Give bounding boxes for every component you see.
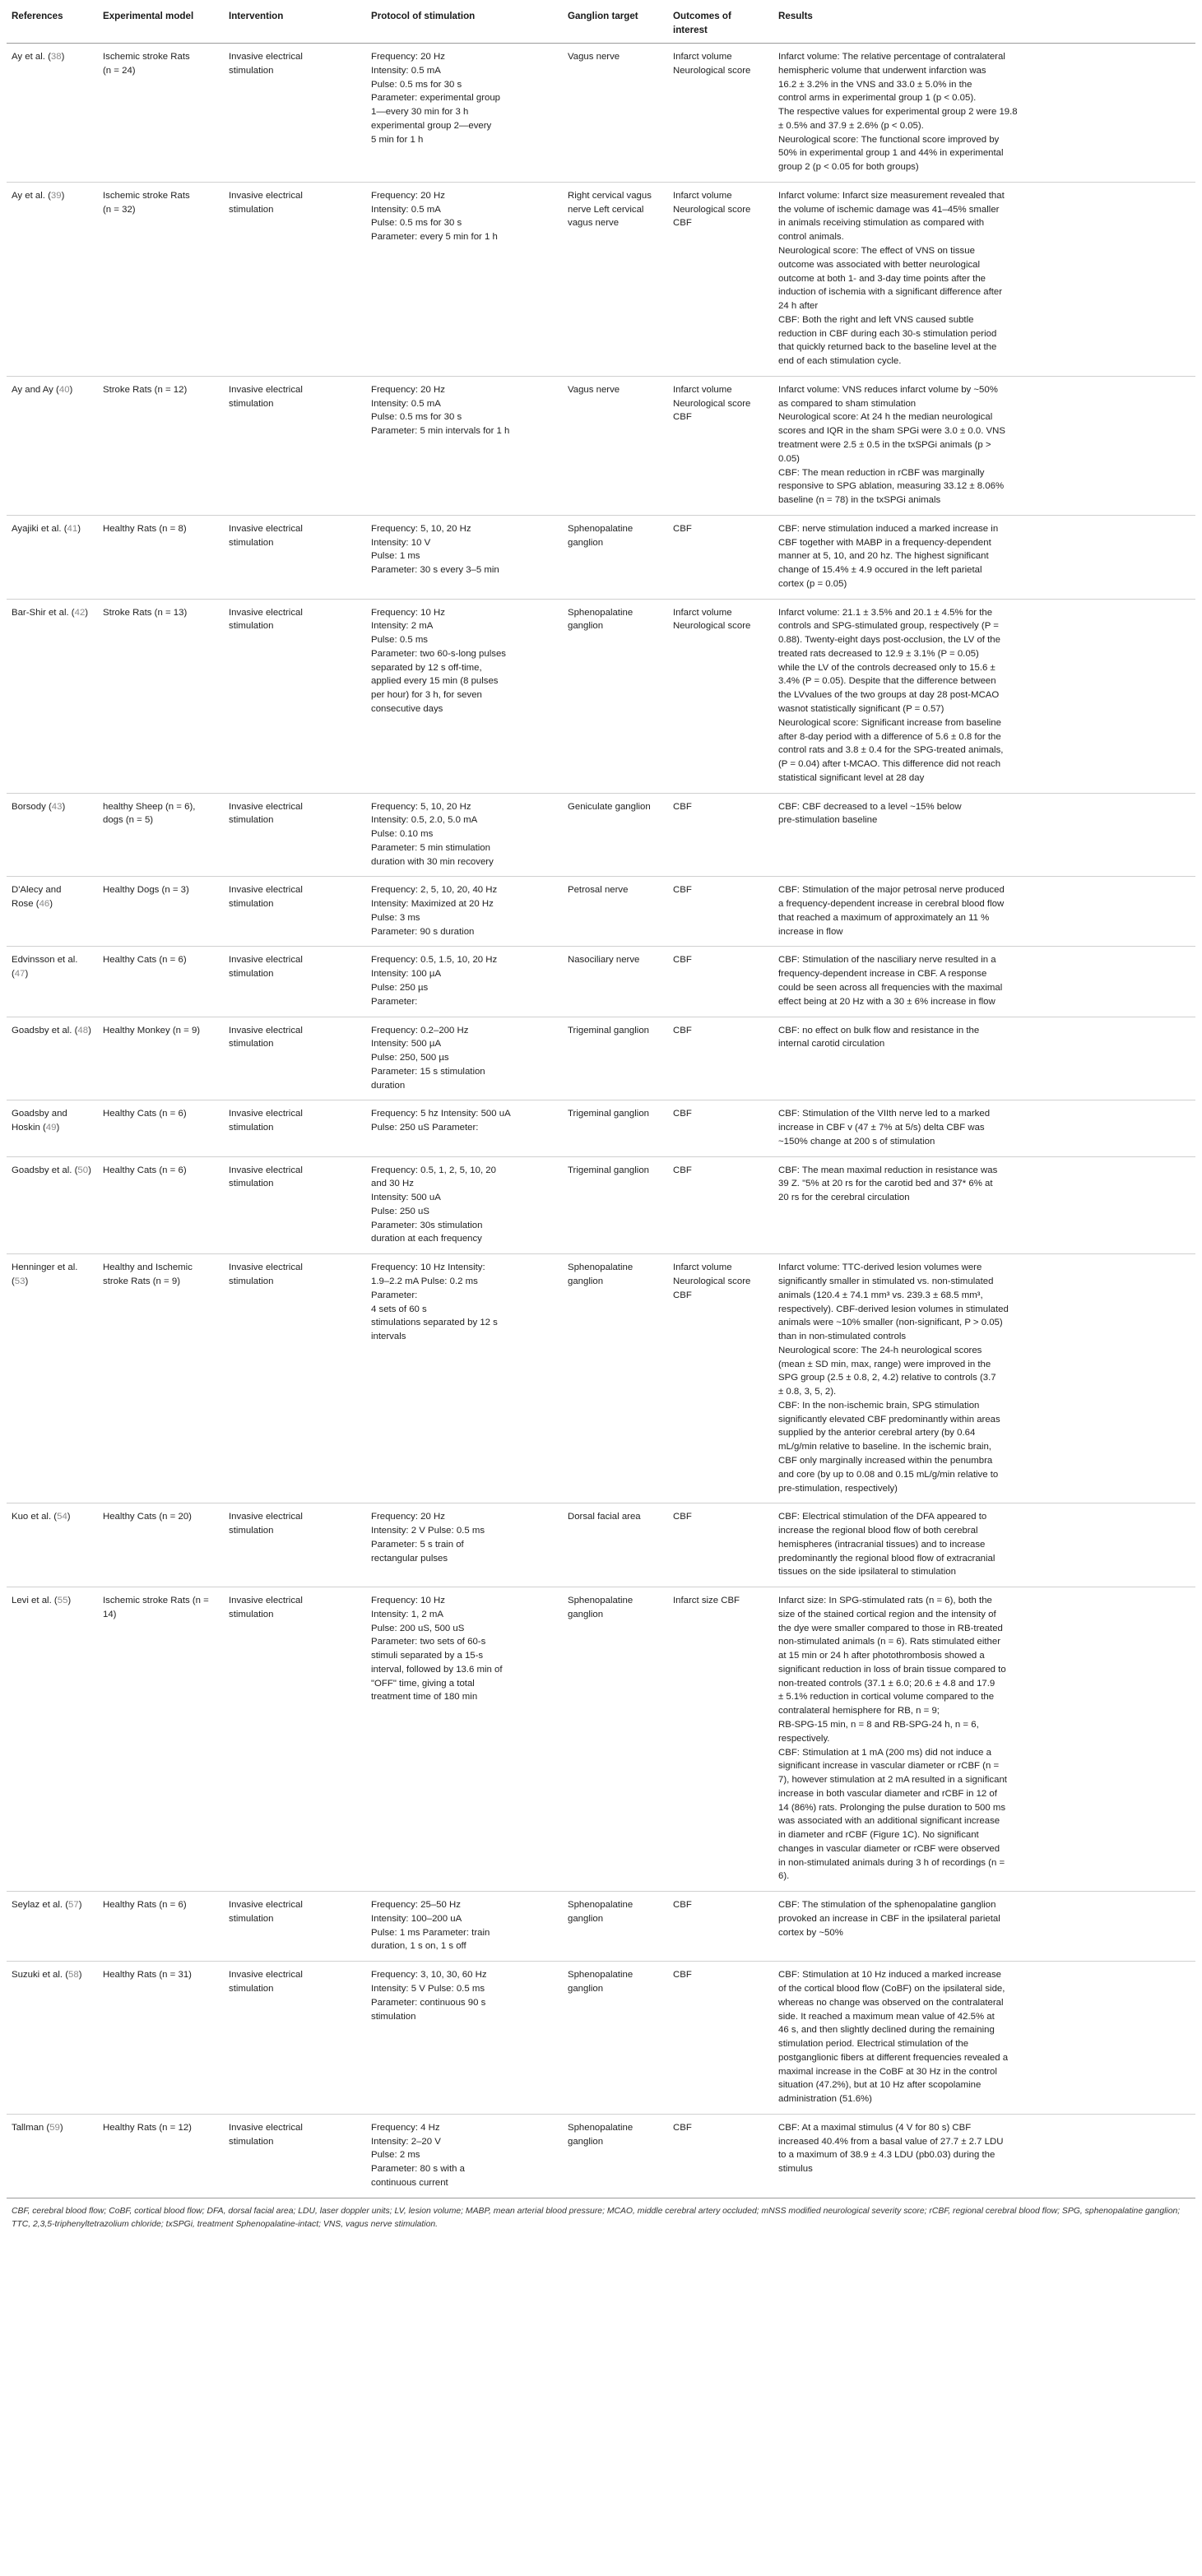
cell-experimental-model: Healthy Dogs (n = 3) (98, 877, 224, 947)
cell-outcomes: CBF (668, 1100, 773, 1156)
cell-ganglion-target: Petrosal nerve (563, 877, 668, 947)
cell-results: Infarct volume: 21.1 ± 3.5% and 20.1 ± 4.5% for the controls and SPG-stimulated group, respectively (P = 0.88). Twenty-eight days post-occlusion, the LV of the treated rats decreased to 12.9 ± 3.1% (P = 0.05) while the LV of the controls decreased only to 15.6 ± 3.4% (P = 0.05). Despite that the difference between the LVvalues of the two groups at day 28 post-MCAO wasnot statistically significant (P = 0.57) Neurological score: Significant increase from baseline after 8-day period with a difference of 5.6 ± 0.8 for the control rats and 3.8 ± 0.4 for the SPG-treated animals, (P = 0.04) after t-MCAO. This difference did not reach statistical significant level at 28 day (773, 599, 1195, 793)
reference-authors: Ay et al. (12, 190, 45, 201)
reference-paren: ( (53, 384, 59, 395)
reference-authors: Ay et al. (12, 52, 45, 63)
table-row (7, 515, 1195, 599)
table-row (7, 1017, 1195, 1100)
table-row (7, 599, 1195, 793)
cell-experimental-model: Healthy Rats (n = 6) (98, 1892, 224, 1962)
reference-paren: ) (59, 2122, 63, 2133)
cell-intervention: Invasive electrical stimulation (224, 947, 366, 1017)
reference-paren: ( (12, 969, 15, 980)
table-row (7, 2114, 1195, 2198)
reference-number-link[interactable]: 49 (45, 1123, 57, 1133)
reference-number-link[interactable]: 39 (50, 190, 62, 201)
reference-authors: Edvinsson et al. (12, 955, 78, 966)
reference-number-link[interactable]: 50 (77, 1165, 89, 1175)
reference-number-link[interactable]: 54 (57, 1512, 67, 1522)
reference-authors: Goadsby and Hoskin (12, 1109, 67, 1133)
cell-ganglion-target: Right cervical vagus nerve Left cervical vagus nerve (563, 182, 668, 376)
cell-outcomes: Infarct volume Neurological score CBF (668, 182, 773, 376)
reference-paren: ) (61, 52, 65, 63)
cell-results: CBF: CBF decreased to a level ~15% below pre-stimulation baseline (773, 793, 1195, 877)
cell-ganglion-target: Trigeminal ganglion (563, 1156, 668, 1254)
reference-authors: Borsody (12, 801, 46, 812)
cell-results: CBF: Stimulation at 10 Hz induced a marked increase of the cortical blood flow (CoBF) on the ipsilateral side, whereas no change was observed on the contralateral side. It reached a maximum mean value of 42.5% at 46 s, and then slightly declined during the remaining stimulation period. Electrical stimulation of the postganglionic fibers at different frequencies revealed a maximal increase in the CoBF at 30 Hz in the control situation (47.2%), but at 10 Hz after scopolamine administration (51.6%) (773, 1962, 1195, 2115)
cell-reference (7, 1017, 98, 1100)
header-intervention: Intervention (224, 2, 366, 44)
cell-results: CBF: no effect on bulk flow and resistance in the internal carotid circulation (773, 1017, 1195, 1100)
table-row (7, 1892, 1195, 1962)
reference-paren: ( (51, 1512, 58, 1522)
cell-outcomes: Infarct volume Neurological score CBF (668, 376, 773, 515)
cell-protocol: Frequency: 5, 10, 20 Hz Intensity: 0.5, 2.0, 5.0 mA Pulse: 0.10 ms Parameter: 5 min stimulation duration with 30 min recovery (366, 793, 563, 877)
reference-paren: ) (62, 801, 66, 812)
cell-outcomes: CBF (668, 1892, 773, 1962)
cell-intervention: Invasive electrical stimulation (224, 793, 366, 877)
cell-protocol: Frequency: 20 Hz Intensity: 0.5 mA Pulse: 0.5 ms for 30 s Parameter: every 5 min for 1 h (366, 182, 563, 376)
cell-reference (7, 793, 98, 877)
cell-reference (7, 44, 98, 183)
cell-intervention: Invasive electrical stimulation (224, 1587, 366, 1892)
reference-authors: Suzuki et al. (12, 1970, 63, 1981)
cell-reference (7, 1254, 98, 1503)
cell-experimental-model: Healthy Monkey (n = 9) (98, 1017, 224, 1100)
reference-paren: ( (44, 52, 51, 63)
table-row (7, 1156, 1195, 1254)
table-row (7, 44, 1195, 183)
reference-number-link[interactable]: 40 (58, 384, 70, 395)
reference-paren: ( (68, 607, 75, 618)
cell-intervention: Invasive electrical stimulation (224, 1892, 366, 1962)
cell-results: CBF: Stimulation of the nasciliary nerve resulted in a frequency-dependent increase in CBF. A response could be seen across all frequencies with the maximal effect being at 20 Hz with a 30 ± 6% increase in flow (773, 947, 1195, 1017)
cell-outcomes: Infarct volume Neurological score (668, 44, 773, 183)
cell-outcomes: CBF (668, 1962, 773, 2115)
cell-protocol: Frequency: 20 Hz Intensity: 0.5 mA Pulse: 0.5 ms for 30 s Parameter: 5 min intervals for 1 h (366, 376, 563, 515)
reference-paren: ) (77, 523, 81, 534)
cell-intervention: Invasive electrical stimulation (224, 1254, 366, 1503)
cell-protocol: Frequency: 5, 10, 20 Hz Intensity: 10 V Pulse: 1 ms Parameter: 30 s every 3–5 min (366, 515, 563, 599)
cell-reference (7, 1156, 98, 1254)
cell-ganglion-target: Vagus nerve (563, 376, 668, 515)
reference-number-link[interactable]: 42 (74, 607, 86, 618)
cell-results: CBF: Stimulation of the major petrosal nerve produced a frequency-dependent increase in cerebral blood flow that reached a maximum of approximately an 11 % increase in flow (773, 877, 1195, 947)
reference-number-link[interactable]: 43 (51, 801, 63, 812)
cell-results: Infarct volume: VNS reduces infarct volume by ~50% as compared to sham stimulation Neurological score: At 24 h the median neurological scores and IQR in the sham SPGi were 3.0 ± 0.0. VNS treatment were 2.5 ± 0.5 in the txSPGi animals (p > 0.05) CBF: The mean reduction in rCBF was marginally responsive to SPG ablation, measuring 33.12 ± 8.06% baseline (n = 78) in the txSPGi animals (773, 376, 1195, 515)
cell-outcomes: CBF (668, 2114, 773, 2198)
reference-number-link[interactable]: 48 (77, 1025, 89, 1035)
cell-protocol: Frequency: 5 hz Intensity: 500 uA Pulse: 250 uS Parameter: (366, 1100, 563, 1156)
cell-outcomes: CBF (668, 1156, 773, 1254)
reference-paren: ( (72, 1165, 78, 1175)
table-row (7, 1587, 1195, 1892)
cell-results: Infarct volume: TTC-derived lesion volumes were significantly smaller in stimulated vs. non-stimulated animals (120.4 ± 74.1 mm³ vs. 239.3 ± 68.5 mm³, respectively). CBF-derived lesion volumes in stimulated animals were ~10% smaller (non-significant, P > 0.05) than in non-stimulated controls Neurological score: The 24-h neurological scores (mean ± SD min, max, range) were improved in the SPG group (2.5 ± 0.8, 2, 4.2) relative to controls (3.7 ± 0.8, 3, 5, 2). CBF: In the non-ischemic brain, SPG stimulation significantly elevated CBF predominantly within areas supplied by the anterior cerebral artery (by 0.64 mL/g/min relative to baseline. In the ischemic brain, CBF only marginally increased within the penumbra and core (by up to 0.08 and 0.15 mL/g/min relative to pre-stimulation, respectively) (773, 1254, 1195, 1503)
reference-paren: ( (12, 1276, 15, 1287)
cell-experimental-model: Ischemic stroke Rats (n = 32) (98, 182, 224, 376)
cell-experimental-model: Healthy Rats (n = 8) (98, 515, 224, 599)
cell-ganglion-target: Geniculate ganglion (563, 793, 668, 877)
reference-paren: ) (25, 1276, 29, 1287)
reference-paren: ( (44, 190, 51, 201)
cell-outcomes: CBF (668, 1017, 773, 1100)
table-row (7, 1503, 1195, 1587)
header-experimental-model: Experimental model (98, 2, 224, 44)
cell-protocol: Frequency: 20 Hz Intensity: 2 V Pulse: 0.5 ms Parameter: 5 s train of rectangular pulses (366, 1503, 563, 1587)
reference-authors: Goadsby et al. (12, 1025, 72, 1035)
cell-results: Infarct volume: Infarct size measurement revealed that the volume of ischemic damage was 41–45% smaller in animals receiving stimulation as compared with control animals. Neurological score: The effect of VNS on tissue outcome was associated with better neurological outcome at both 1- and 3-day time points after the induction of ischemia with a significant difference after 24 h after CBF: Both the right and left VNS caused subtle reduction in CBF during each 30-s stimulation period that quickly returned back to the baseline level at the end of each stimulation cycle. (773, 182, 1195, 376)
cell-reference (7, 182, 98, 376)
header-protocol: Protocol of stimulation (366, 2, 563, 44)
reference-paren: ( (39, 1123, 46, 1133)
cell-reference (7, 599, 98, 793)
cell-experimental-model: Healthy Rats (n = 12) (98, 2114, 224, 2198)
reference-number-link[interactable]: 53 (14, 1276, 26, 1287)
table-row (7, 947, 1195, 1017)
table-row (7, 182, 1195, 376)
table-row (7, 793, 1195, 877)
cell-protocol: Frequency: 0.5, 1, 2, 5, 10, 20 and 30 Hz Intensity: 500 uA Pulse: 250 uS Parameter: 30s stimulation duration at each frequency (366, 1156, 563, 1254)
cell-ganglion-target: Sphenopalatine ganglion (563, 1587, 668, 1892)
cell-intervention: Invasive electrical stimulation (224, 599, 366, 793)
cell-ganglion-target: Dorsal facial area (563, 1503, 668, 1587)
cell-outcomes: CBF (668, 877, 773, 947)
table-row (7, 1962, 1195, 2115)
cell-reference (7, 947, 98, 1017)
reference-number-link[interactable]: 55 (57, 1596, 68, 1606)
cell-protocol: Frequency: 4 Hz Intensity: 2–20 V Pulse: 2 ms Parameter: 80 s with a continuous current (366, 2114, 563, 2198)
cell-reference (7, 1587, 98, 1892)
cell-results: Infarct volume: The relative percentage of contralateral hemispheric volume that underwent infarction was 16.2 ± 3.2% in the VNS and 33.0 ± 5.0% in the control arms in experimental group 1 (p < 0.05). The respective values for experimental group 2 were 19.8 ± 0.5% and 37.9 ± 2.6% (p < 0.05). Neurological score: The functional score improved by 50% in experimental group 1 and 44% in experimental group 2 (p < 0.05 for both groups) (773, 44, 1195, 183)
cell-results: CBF: The mean maximal reduction in resistance was 39 Z. "5% at 20 rs for the carotid bed and 37* 6% at 20 rs for the cerebral circulation (773, 1156, 1195, 1254)
reference-paren: ) (56, 1123, 60, 1133)
cell-ganglion-target: Nasociliary nerve (563, 947, 668, 1017)
cell-protocol: Frequency: 10 Hz Intensity: 1, 2 mA Pulse: 200 uS, 500 uS Parameter: two sets of 60-s stimuli separated by a 15-s interval, followed by 13.6 min of "OFF" time, giving a total treatment time of 180 min (366, 1587, 563, 1892)
reference-paren: ( (63, 1900, 69, 1911)
cell-results: CBF: At a maximal stimulus (4 V for 80 s) CBF increased 40.4% from a basal value of 27.7 ± 2.7 LDU to a maximum of 38.9 ± 4.3 LDU (pb0.03) during the stimulus (773, 2114, 1195, 2198)
cell-reference (7, 1100, 98, 1156)
reference-authors: Tallman (12, 2122, 44, 2133)
cell-ganglion-target: Sphenopalatine ganglion (563, 599, 668, 793)
reference-number-link[interactable]: 38 (50, 52, 62, 63)
cell-protocol: Frequency: 20 Hz Intensity: 0.5 mA Pulse: 0.5 ms for 30 s Parameter: experimental group 1—every 30 min for 3 h experimental group 2—every 5 min for 1 h (366, 44, 563, 183)
reference-number-link[interactable]: 57 (68, 1900, 79, 1911)
cell-experimental-model: Stroke Rats (n = 13) (98, 599, 224, 793)
cell-results: CBF: nerve stimulation induced a marked increase in CBF together with MABP in a frequency-dependent manner at 5, 10, and 20 hz. The highest significant change of 15.4% ± 4.9 occured in the left parietal cortex (p = 0.05) (773, 515, 1195, 599)
reference-paren: ( (33, 899, 39, 910)
reference-paren: ) (85, 607, 89, 618)
cell-experimental-model: Healthy Cats (n = 6) (98, 947, 224, 1017)
cell-outcomes: CBF (668, 947, 773, 1017)
cell-outcomes: Infarct volume Neurological score CBF (668, 1254, 773, 1503)
reference-paren: ) (88, 1025, 91, 1035)
cell-reference (7, 376, 98, 515)
reference-authors: Levi et al. (12, 1596, 52, 1606)
table-row (7, 1100, 1195, 1156)
cell-outcomes: Infarct size CBF (668, 1587, 773, 1892)
reference-paren: ) (67, 1596, 72, 1606)
cell-experimental-model: Healthy Rats (n = 31) (98, 1962, 224, 2115)
table-row (7, 376, 1195, 515)
header-results: Results (773, 2, 1195, 44)
cell-protocol: Frequency: 25–50 Hz Intensity: 100–200 uA Pulse: 1 ms Parameter: train duration, 1 s on, 1 s off (366, 1892, 563, 1962)
cell-intervention: Invasive electrical stimulation (224, 877, 366, 947)
cell-ganglion-target: Trigeminal ganglion (563, 1100, 668, 1156)
cell-results: Infarct size: In SPG-stimulated rats (n = 6), both the size of the stained cortical region and the intensity of the dye were smaller compared to those in RB-treated non-stimulated animals (n = 6). Rats stimulated either at 15 min or 24 h after photothrombosis showed a significant reduction in loss of brain tissue compared to non-treated controls (37.1 ± 6.0; 20.6 ± 4.8 and 17.9 ± 5.1% reduction in cortical volume compared to the contralateral hemisphere for RB, n = 9; RB-SPG-15 min, n = 8 and RB-SPG-24 h, n = 6, respectively. CBF: Stimulation at 1 mA (200 ms) did not induce a significant increase in vascular diameter or rCBF (n = 7), however stimulation at 2 mA resulted in a significant increase in both vascular diameter and rCBF in 12 of 14 (86%) rats. Prolonging the pulse duration to 500 ms was associated with an additional significant increase in diameter and rCBF (Figure 1C). No significant changes in vascular diameter or rCBF were observed in non-stimulated animals during 3 h of recordings (n = 6). (773, 1587, 1195, 1892)
reference-paren: ( (51, 1596, 58, 1606)
cell-ganglion-target: Sphenopalatine ganglion (563, 1962, 668, 2115)
cell-ganglion-target: Trigeminal ganglion (563, 1017, 668, 1100)
cell-experimental-model: Stroke Rats (n = 12) (98, 376, 224, 515)
cell-protocol: Frequency: 3, 10, 30, 60 Hz Intensity: 5 V Pulse: 0.5 ms Parameter: continuous 90 s stimulation (366, 1962, 563, 2115)
cell-experimental-model: Ischemic stroke Rats (n = 24) (98, 44, 224, 183)
reference-paren: ( (45, 801, 52, 812)
reference-authors: Henninger et al. (12, 1263, 78, 1273)
cell-intervention: Invasive electrical stimulation (224, 1503, 366, 1587)
cell-experimental-model: Healthy Cats (n = 6) (98, 1100, 224, 1156)
cell-intervention: Invasive electrical stimulation (224, 44, 366, 183)
cell-reference (7, 515, 98, 599)
reference-paren: ) (25, 969, 29, 980)
cell-protocol: Frequency: 2, 5, 10, 20, 40 Hz Intensity: Maximized at 20 Hz Pulse: 3 ms Parameter: 90 s duration (366, 877, 563, 947)
reference-number-link[interactable]: 47 (14, 969, 26, 980)
reference-authors: Seylaz et al. (12, 1900, 63, 1911)
cell-experimental-model: Healthy Cats (n = 20) (98, 1503, 224, 1587)
cell-protocol: Frequency: 0.5, 1.5, 10, 20 Hz Intensity: 100 µA Pulse: 250 µs Parameter: (366, 947, 563, 1017)
reference-number-link[interactable]: 41 (67, 523, 78, 534)
reference-authors: Ay and Ay (12, 384, 53, 395)
cell-ganglion-target: Vagus nerve (563, 44, 668, 183)
cell-ganglion-target: Sphenopalatine ganglion (563, 1254, 668, 1503)
header-references: References (7, 2, 98, 44)
cell-results: CBF: Electrical stimulation of the DFA appeared to increase the regional blood flow of both cerebral hemispheres (intracranial tissues) and to increase predominantly the regional blood flow of extracranial tissues on the side ipsilateral to stimulation (773, 1503, 1195, 1587)
reference-authors: D'Alecy and Rose (12, 885, 62, 910)
reference-authors: Goadsby et al. (12, 1165, 72, 1175)
reference-authors: Ayajiki et al. (12, 523, 62, 534)
cell-intervention: Invasive electrical stimulation (224, 182, 366, 376)
cell-intervention: Invasive electrical stimulation (224, 1962, 366, 2115)
reference-paren: ( (72, 1025, 78, 1035)
cell-ganglion-target: Sphenopalatine ganglion (563, 515, 668, 599)
cell-experimental-model: Healthy and Ischemic stroke Rats (n = 9) (98, 1254, 224, 1503)
cell-outcomes: CBF (668, 793, 773, 877)
reference-authors: Kuo et al. (12, 1512, 52, 1522)
cell-results: CBF: The stimulation of the sphenopalatine ganglion provoked an increase in CBF in the ipsilateral parietal cortex by ~50% (773, 1892, 1195, 1962)
cell-intervention: Invasive electrical stimulation (224, 376, 366, 515)
header-row (7, 2, 1195, 44)
cell-reference (7, 1962, 98, 2115)
reference-paren: ) (61, 190, 65, 201)
table-row (7, 1254, 1195, 1503)
table-body (7, 44, 1195, 2198)
cell-experimental-model: Healthy Cats (n = 6) (98, 1156, 224, 1254)
cell-intervention: Invasive electrical stimulation (224, 1156, 366, 1254)
cell-experimental-model: healthy Sheep (n = 6), dogs (n = 5) (98, 793, 224, 877)
cell-outcomes: CBF (668, 515, 773, 599)
table-row (7, 877, 1195, 947)
cell-outcomes: Infarct volume Neurological score (668, 599, 773, 793)
reference-paren: ( (61, 523, 67, 534)
cell-results: CBF: Stimulation of the VIIth nerve led to a marked increase in CBF v (47 ± 7% at 5/s) delta CBF was ~150% change at 200 s of stimulation (773, 1100, 1195, 1156)
cell-protocol: Frequency: 10 Hz Intensity: 2 mA Pulse: 0.5 ms Parameter: two 60-s-long pulses separated by 12 s off-time, applied every 15 min (8 pulses per hour) for 3 h, for seven consecutive days (366, 599, 563, 793)
cell-ganglion-target: Sphenopalatine ganglion (563, 1892, 668, 1962)
reference-number-link[interactable]: 58 (68, 1970, 79, 1981)
header-outcomes: Outcomes of interest (668, 2, 773, 44)
cell-reference (7, 1503, 98, 1587)
cell-experimental-model: Ischemic stroke Rats (n = 14) (98, 1587, 224, 1892)
studies-table (7, 2, 1195, 2198)
reference-number-link[interactable]: 46 (39, 899, 50, 910)
table-footnote: CBF, cerebral blood flow; CoBF, cortical blood flow; DFA, dorsal facial area; LDU, laser doppler units; LV, lesion volume; MABP, mean arterial blood pressure; MCAO, middle cerebral artery occluded; mNSS modified neurological severity score; rCBF, regional cerebral blood flow; SPG, sphenopalatine ganglion; TTC, 2,3,5-triphenyltetrazolium chloride; txSPGi, treatment Sphenopalatine-intact; VNS, vagus nerve stimulation. (12, 2206, 1181, 2229)
header-ganglion-target: Ganglion target (563, 2, 668, 44)
cell-protocol: Frequency: 10 Hz Intensity: 1.9–2.2 mA Pulse: 0.2 ms Parameter: 4 sets of 60 s stimulations separated by 12 s intervals (366, 1254, 563, 1503)
reference-paren: ) (78, 1900, 82, 1911)
reference-paren: ( (63, 1970, 69, 1981)
reference-paren: ) (78, 1970, 82, 1981)
reference-authors: Bar-Shir et al. (12, 607, 69, 618)
cell-reference (7, 2114, 98, 2198)
cell-ganglion-target: Sphenopalatine ganglion (563, 2114, 668, 2198)
reference-paren: ( (44, 2122, 50, 2133)
cell-reference (7, 1892, 98, 1962)
reference-paren: ) (88, 1165, 91, 1175)
cell-reference (7, 877, 98, 947)
reference-paren: ) (69, 384, 73, 395)
cell-intervention: Invasive electrical stimulation (224, 2114, 366, 2198)
cell-protocol: Frequency: 0.2–200 Hz Intensity: 500 µA Pulse: 250, 500 µs Parameter: 15 s stimulation duration (366, 1017, 563, 1100)
cell-intervention: Invasive electrical stimulation (224, 1017, 366, 1100)
reference-number-link[interactable]: 59 (49, 2122, 60, 2133)
reference-paren: ) (67, 1512, 71, 1522)
reference-paren: ) (49, 899, 53, 910)
cell-intervention: Invasive electrical stimulation (224, 515, 366, 599)
cell-intervention: Invasive electrical stimulation (224, 1100, 366, 1156)
cell-outcomes: CBF (668, 1503, 773, 1587)
